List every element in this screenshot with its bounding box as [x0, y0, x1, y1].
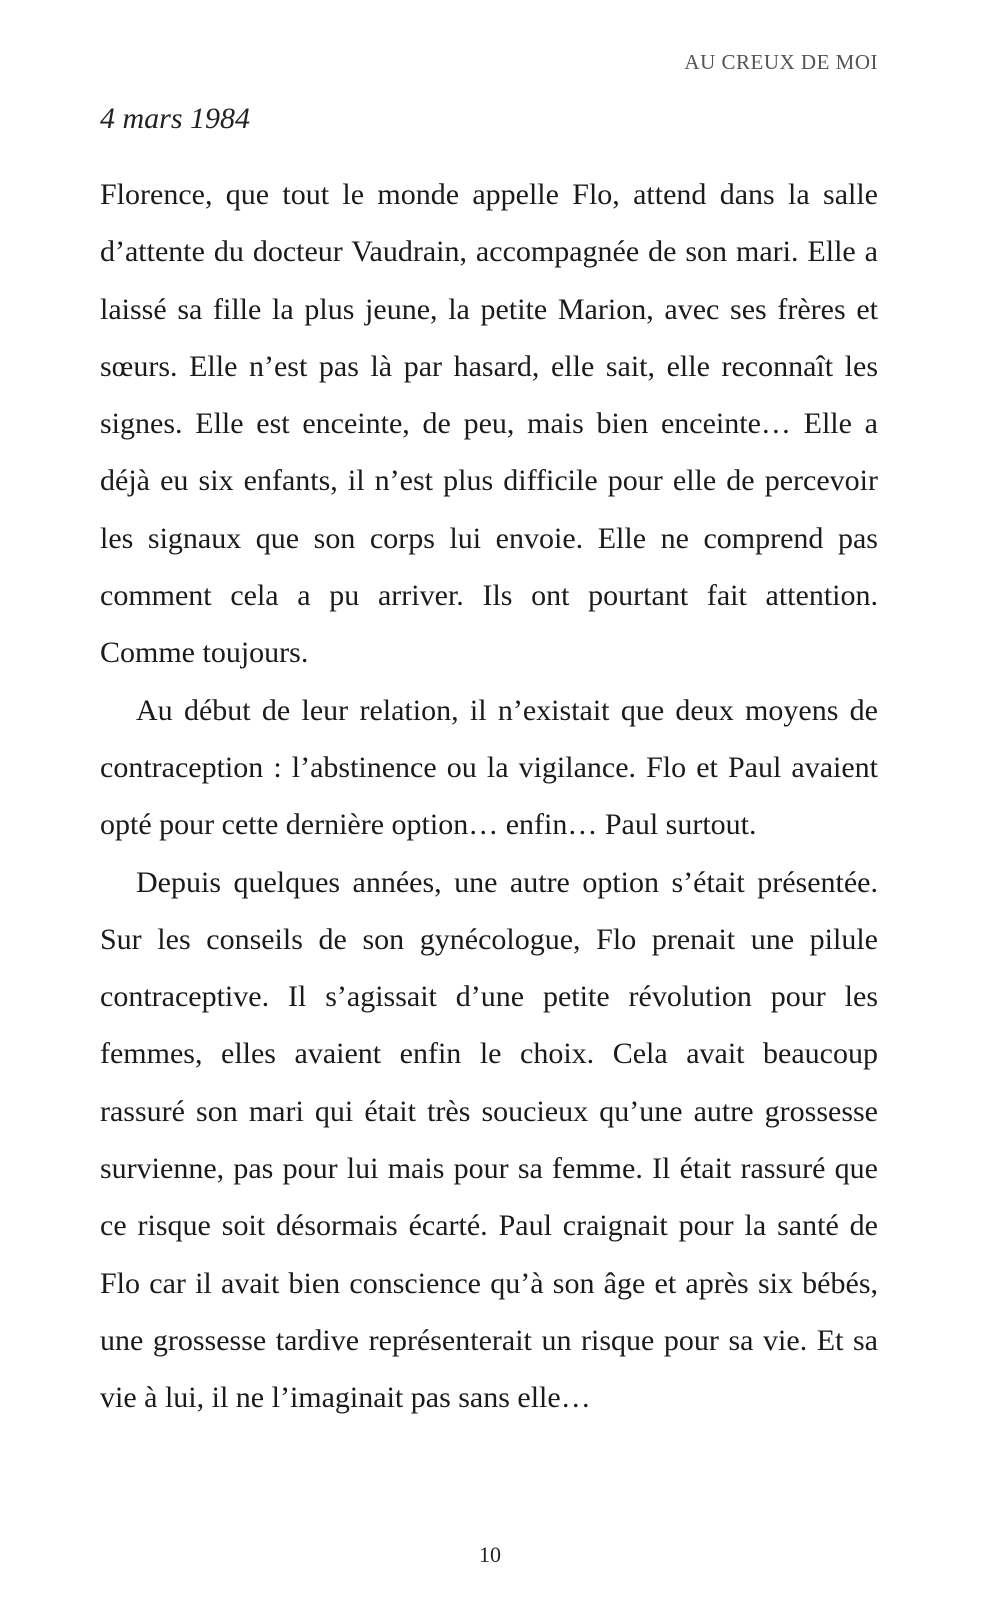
paragraph: Florence, que tout le monde appelle Flo, attend dans la salle d’attente du docteur Vaudrain, accompagnée de son mari. Elle a laissé sa fille la plus jeune, la petite Marion, avec ses frères et sœurs. Elle n’est pas là par hasard, elle sait, elle reconnaît les signes. Elle est enceinte, de peu, mais bien enceinte… Elle a déjà eu six enfants, il n’est plus difficile pour elle de percevoir les signaux que son corps lui envoie. Elle ne comprend pas comment cela a pu arriver. Ils ont pourtant fait attention. Comme toujours.: [100, 178, 878, 670]
page-number: 10: [479, 1542, 501, 1567]
chapter-date: 4 mars 1984: [100, 102, 251, 135]
running-header: AU CREUX DE MOI: [684, 50, 878, 74]
body-text: [100, 166, 878, 1427]
paragraph: Au début de leur relation, il n’existait que deux moyens de contraception : l’abstinence ou la vigilance. Flo et Paul avaient opté pour cette dernière option… enfin… Paul surtout.: [100, 693, 878, 842]
paragraph: Depuis quelques années, une autre option s’était présentée. Sur les conseils de son gynécologue, Flo prenait une pilule contraceptive. Il s’agissait d’une petite révolution pour les femmes, elles avaient enfin le choix. Cela avait beaucoup rassuré son mari qui était très soucieux qu’une autre grossesse survienne, pas pour lui mais pour sa femme. Il était rassuré que ce risque soit désormais écarté. Paul craignait pour la santé de Flo car il avait bien conscience qu’à son âge et après six bébés, une grossesse tardive représenterait un risque pour sa vie. Et sa vie à lui, il ne l’imaginait pas sans elle…: [100, 865, 878, 1415]
